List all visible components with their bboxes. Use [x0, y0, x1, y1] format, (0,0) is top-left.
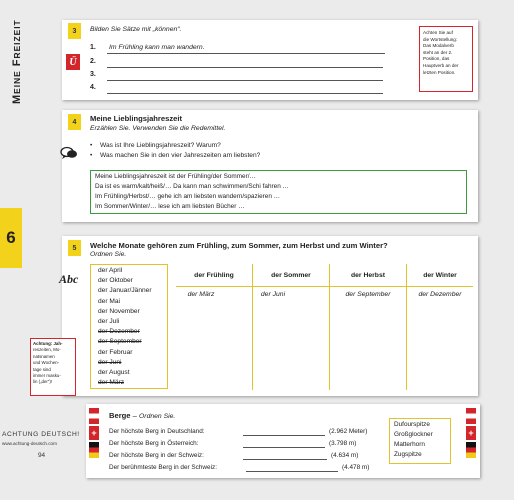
month-item: der Juli — [98, 318, 120, 326]
phrase-line: Meine Lieblingsjahreszeit ist der Frühling/der Sommer/… — [95, 173, 256, 180]
note-line: tage sind — [33, 366, 51, 372]
column-divider — [406, 264, 407, 390]
exercise-title: Welche Monate gehören zum Frühling, zum Sommer, zum Herbst und zum Winter? — [90, 241, 388, 250]
tip-line: letzten Position. — [423, 69, 456, 75]
exercise-icon — [66, 54, 80, 70]
berg-label: Der höchste Berg in Österreich: — [109, 440, 199, 447]
row-number: 3. — [90, 71, 96, 78]
berge-dash: – — [132, 411, 137, 420]
flag-germany-left — [89, 442, 99, 458]
speech-bubble-icon — [60, 146, 78, 160]
example-cell[interactable]: der Dezember — [418, 291, 462, 298]
flag-austria-left — [89, 408, 99, 424]
month-item-struck: der Juni — [98, 358, 122, 366]
footer-url[interactable]: www.achtung-deutsch.com — [2, 441, 57, 446]
flag-austria-right — [466, 408, 476, 424]
icon-letter: Ü — [69, 56, 77, 68]
column-header: der Winter — [407, 264, 473, 287]
phrase-line: Im Frühling/Herbst/… gehe ich am liebsten wandern/spazieren … — [95, 193, 281, 200]
exercise-number: 3 — [68, 23, 81, 39]
tip-box — [419, 26, 473, 92]
question-list — [90, 141, 260, 161]
berge-heading — [109, 411, 175, 420]
berge-title: Berge — [109, 411, 131, 420]
berg-row — [109, 440, 384, 447]
month-item-struck: der September — [98, 338, 142, 346]
berg-option: Großglockner — [394, 431, 433, 438]
flag-germany-right — [466, 442, 476, 458]
footer-brand: ACHTUNG DEUTSCH! — [2, 431, 80, 438]
berg-label: Der berühmteste Berg in der Schweiz: — [109, 464, 217, 471]
row-number: 1. — [90, 44, 96, 51]
tip-line: Das Modalverb — [423, 43, 454, 49]
note-line: natsnamen — [33, 353, 55, 359]
tip-line: Position, das — [423, 56, 450, 62]
phrase-box — [90, 170, 467, 214]
berg-height: (4.478 m) — [342, 464, 370, 471]
flag-swiss-right: + — [466, 426, 476, 440]
example-cell[interactable]: der September — [345, 291, 391, 298]
question-item: • Was machen Sie in den vier Jahreszeiten am liebsten? — [90, 151, 260, 161]
berg-height: (4.634 m) — [331, 452, 359, 459]
answer-line[interactable]: Im Frühling kann man wandern. — [107, 44, 385, 54]
berg-label: Der höchste Berg in der Schweiz: — [109, 452, 204, 459]
answer-line[interactable] — [246, 471, 338, 472]
note-line: reszeiten, Mo- — [33, 347, 61, 353]
answer-line[interactable] — [243, 447, 325, 448]
column-divider — [329, 264, 330, 390]
tip-line: die Wortstellung: — [423, 36, 458, 42]
month-list — [90, 264, 168, 389]
berg-option: Dufourspitze — [394, 421, 430, 428]
month-item: der Februar — [98, 348, 133, 356]
column-divider — [252, 264, 253, 390]
example-cell[interactable]: der März — [187, 291, 215, 298]
exercise-number: 5 — [68, 240, 81, 256]
icon-text: Abc — [59, 272, 79, 286]
month-item: der April — [98, 267, 123, 274]
page-number: 94 — [38, 452, 46, 459]
abc-icon — [59, 272, 83, 287]
unit-number: 6 — [6, 228, 16, 247]
answer-line[interactable] — [107, 58, 383, 68]
berg-option: Matterhorn — [394, 441, 425, 448]
phrase-line: Da ist es warm/kalt/heiß/… Da kann man schwimmen/Schi fahren … — [95, 183, 289, 190]
berg-option: Zugspitze — [394, 451, 422, 458]
exercise-instruction: Erzählen Sie. Verwenden Sie die Redemittel. — [90, 125, 226, 132]
chapter-title-text: MEINE FREIZEIT — [11, 19, 23, 104]
note-line: lin („der“)! — [33, 379, 53, 385]
berg-height: (3.798 m) — [329, 440, 357, 447]
tip-line: Hauptverb an der — [423, 62, 459, 68]
berg-options-box — [389, 418, 451, 464]
note-box — [30, 338, 76, 396]
berg-label: Der höchste Berg in Deutschland: — [109, 428, 205, 435]
tip-line: steht an der 2. — [423, 49, 453, 55]
month-item-struck: der Dezember — [98, 328, 140, 336]
month-item: der Mai — [98, 297, 120, 305]
month-item: der Oktober — [98, 277, 133, 285]
column-header: der Frühling — [176, 264, 252, 287]
month-item-struck: der März — [98, 379, 125, 387]
month-item: der November — [98, 307, 140, 315]
answer-line[interactable] — [243, 459, 327, 460]
answer-line[interactable] — [243, 435, 325, 436]
berg-row — [109, 452, 384, 459]
answer-line[interactable] — [107, 84, 383, 94]
note-line: Achtung: Jah- — [33, 341, 63, 346]
berg-height: (2.962 Meter) — [329, 428, 368, 435]
flag-swiss-left: + — [89, 426, 99, 440]
chapter-title — [3, 14, 29, 106]
row-number: 2. — [90, 58, 96, 65]
exercise-title: Meine Lieblingsjahreszeit — [90, 114, 182, 123]
unit-number-tab — [0, 208, 22, 268]
phrase-line: Im Sommer/Winter/… lese ich am liebsten Bücher … — [95, 203, 245, 210]
column-header: der Herbst — [330, 264, 406, 287]
tip-line: Achten Sie auf — [423, 30, 453, 35]
note-line: immer masku- — [33, 373, 61, 379]
answer-line[interactable] — [107, 71, 383, 81]
example-cell[interactable]: der Juni — [260, 291, 286, 298]
exercise-instruction: Bilden Sie Sätze mit „können“. — [90, 26, 182, 33]
note-line: und Wochen- — [33, 360, 60, 366]
berge-instruction: Ordnen Sie. — [139, 413, 176, 420]
exercise-instruction: Ordnen Sie. — [90, 251, 127, 258]
question-item: • Was ist Ihre Lieblingsjahreszeit? Warum? — [90, 141, 260, 151]
berg-row — [109, 464, 384, 471]
month-item: der August — [98, 369, 130, 377]
row-number: 4. — [90, 84, 96, 91]
berg-row — [109, 428, 384, 435]
column-header: der Sommer — [253, 264, 329, 287]
exercise-number: 4 — [68, 114, 81, 130]
month-item: der Januar/Jänner — [98, 287, 152, 295]
